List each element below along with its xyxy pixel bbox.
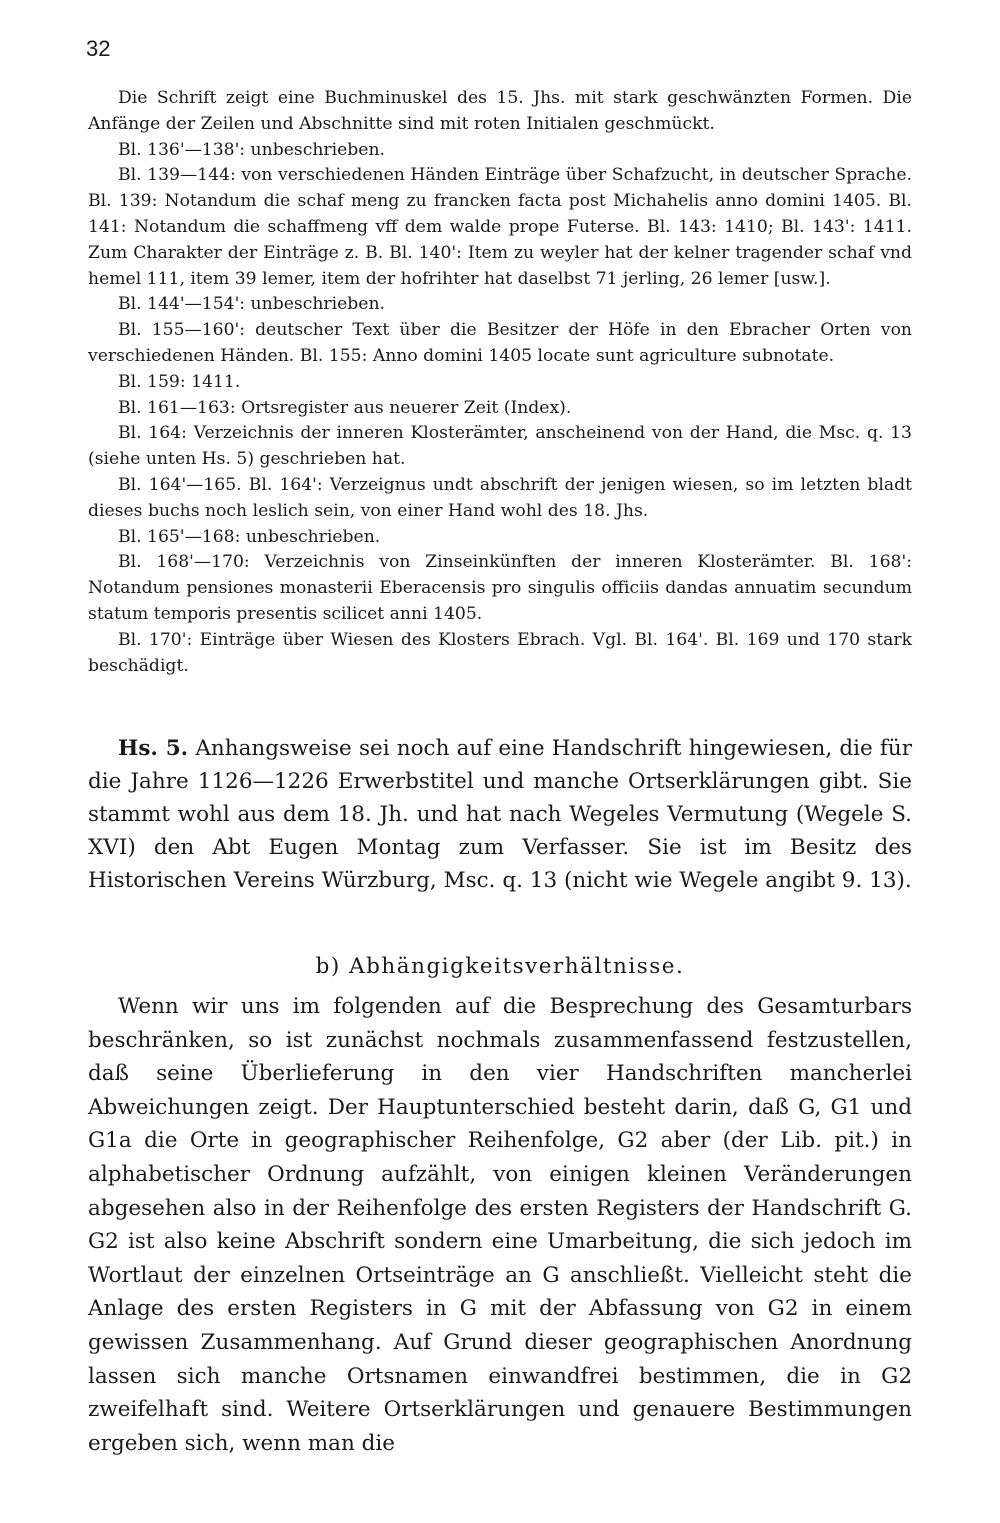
entry-paragraph: Bl. 165'—168: unbeschrieben. bbox=[118, 526, 381, 547]
entry-paragraph: Bl. 170': Einträge über Wiesen des Klosters Ebrach. Vgl. Bl. 164'. Bl. 169 und 170 stark beschädigt. bbox=[88, 629, 912, 676]
hs5-section bbox=[88, 732, 912, 897]
entry-paragraph: Bl. 164'—165. Bl. 164': Verzeignus undt abschrift der jenigen wiesen, so im letzten bladt dieses buchs noch leslich sein, von einer Hand wohl des 18. Jhs. bbox=[88, 474, 912, 521]
hs5-label: Hs. 5. bbox=[118, 736, 189, 761]
hs5-text: Anhangsweise sei noch auf eine Handschrift hingewiesen, die für die Jahre 1126—1226 Erwerbstitel und manche Ortserklärungen gibt. Sie stammt wohl aus dem 18. Jh. und hat nach Wegeles Vermutung (Wegele S. XVI) den Abt Eugen Montag zum Verfasser. Sie ist im Besitz des Historischen Vereins Würzburg, Msc. q. 13 (nicht wie Wegele angibt 9. 13). bbox=[88, 736, 912, 893]
entry-paragraph: Bl. 168'—170: Verzeichnis von Zinseinkünften der inneren Klosterämter. Bl. 168': Notandum pensiones monasterii Eberacensis pro singulis officiis dandas annuatim secundum statum temporis presentis scilicet anni 1405. bbox=[88, 552, 912, 624]
entry-paragraph: Bl. 164: Verzeichnis der inneren Klosterämter, anscheinend von der Hand, die Msc. q. 13 (siehe unten Hs. 5) geschrieben hat. bbox=[88, 423, 912, 470]
entry-paragraph: Bl. 139—144: von verschiedenen Händen Einträge über Schafzucht, in deutscher Sprache. Bl. 139: Notandum die schaf meng zu francken facta post Michahelis anno domini 1405. Bl. 141: Notandum die schaffmeng vff dem walde prope Futerse. Bl. 143: 1410; Bl. 143': 1411. Zum Charakter der Einträge z. B. Bl. 140': Item zu weyler hat der kelner tragender schaf vnd hemel 111, item 39 lemer, item der hofrihter hat daselbst 71 jerling, 26 lemer [usw.]. bbox=[88, 165, 912, 289]
manuscript-description bbox=[88, 86, 912, 679]
entry-paragraph: Bl. 144'—154': unbeschrieben. bbox=[118, 294, 385, 315]
entry-paragraph: Bl. 161—163: Ortsregister aus neuerer Zeit (Index). bbox=[118, 397, 572, 418]
page-number: 32 bbox=[86, 36, 111, 61]
entry-paragraph: Bl. 136'—138': unbeschrieben. bbox=[118, 139, 385, 160]
entry-paragraph: Die Schrift zeigt eine Buchminuskel des 15. Jhs. mit stark geschwänzten Formen. Die Anfänge der Zeilen und Abschnitte sind mit roten Initialen geschmückt. bbox=[88, 88, 912, 134]
main-text bbox=[88, 990, 912, 1460]
section-heading: b) Abhängigkeitsverhältnisse. bbox=[315, 954, 685, 979]
body-paragraph: Wenn wir uns im folgenden auf die Besprechung des Gesamturbars beschränken, so ist zunächst nochmals zusammenfassend festzustellen, daß seine Überlieferung in den vier Handschriften mancherlei Abweichungen zeigt. Der Hauptunterschied besteht darin, daß G, G1 und G1a die Orte in geographischer Reihenfolge, G2 aber (der Lib. pit.) in alphabetischer Ordnung aufzählt, von einigen kleinen Veränderungen abgesehen also in der Reihenfolge des ersten Registers der Handschrift G. G2 ist also keine Abschrift sondern eine Umarbeitung, die sich jedoch im Wortlaut der einzelnen Ortseinträge an G anschließt. Vielleicht steht die Anlage des ersten Registers in G mit der Abfassung von G2 in einem gewissen Zusammenhang. Auf Grund dieser geographischen Anordnung lassen sich manche Ortsnamen einwandfrei bestimmen, die in G2 zweifelhaft sind. Weitere Ortserklärungen und genauere Bestimmungen ergeben sich, wenn man die bbox=[88, 994, 912, 1456]
entry-paragraph: Bl. 159: 1411. bbox=[118, 371, 241, 392]
hs5-paragraph bbox=[88, 732, 912, 897]
entry-paragraph: Bl. 155—160': deutscher Text über die Besitzer der Höfe in den Ebracher Orten von verschiedenen Händen. Bl. 155: Anno domini 1405 locate sunt agriculture subnotate. bbox=[88, 320, 912, 366]
